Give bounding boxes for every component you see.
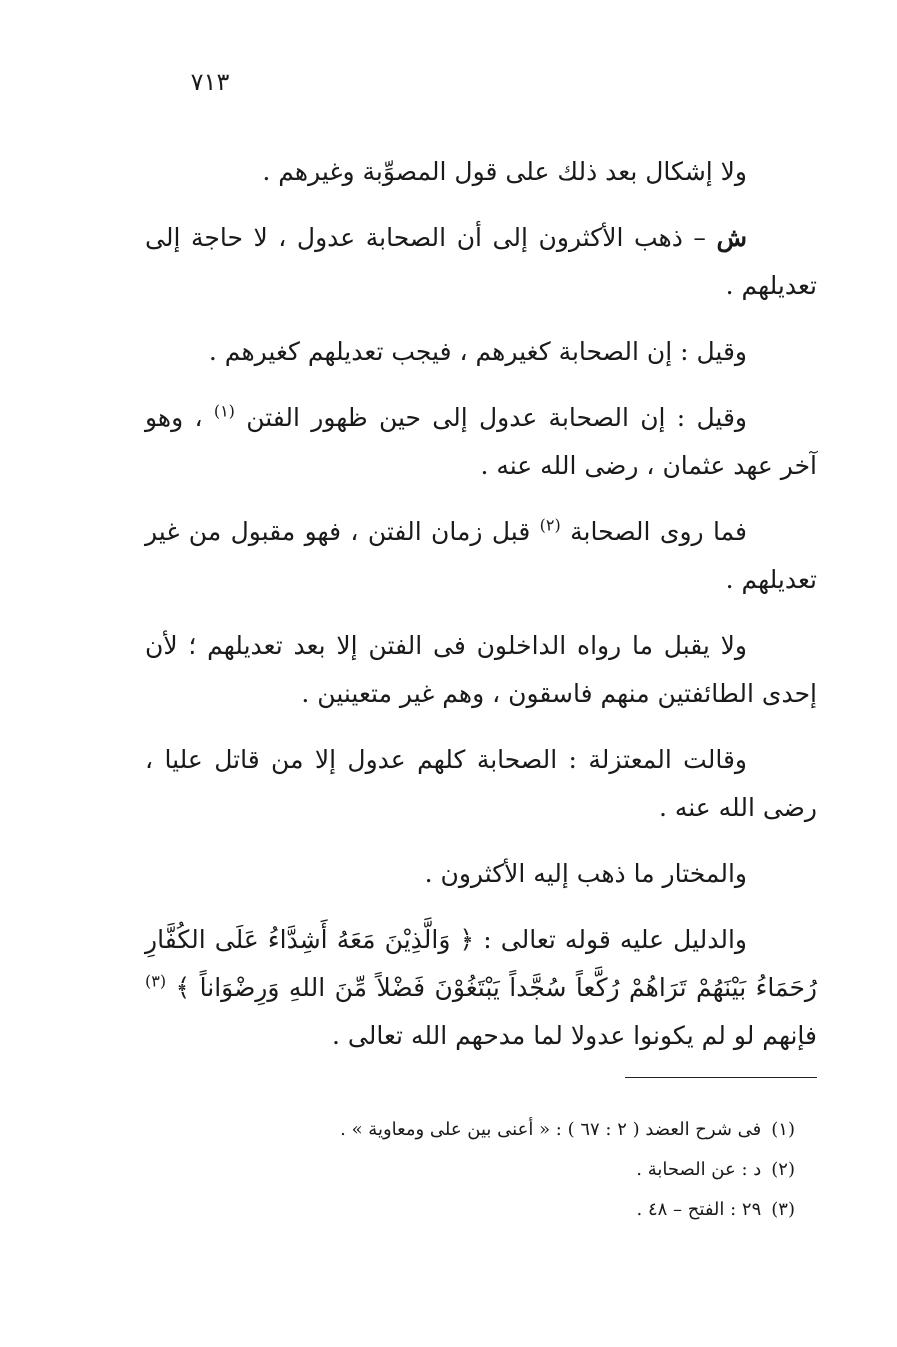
footnote-2 (145, 1150, 795, 1190)
paragraph-5 (145, 508, 817, 604)
footnote-3 (145, 1190, 795, 1230)
paragraph-text: ولا إشكال بعد ذلك على قول المصوِّبة وغيرهم . (262, 157, 747, 186)
main-text (145, 148, 817, 1074)
paragraph-1 (145, 148, 817, 196)
footnote-number: (١) (771, 1119, 795, 1140)
page-number: ٧١٣ (190, 68, 230, 96)
footnote-ref-2: (٢) (539, 515, 561, 535)
footnotes (145, 1110, 795, 1230)
paragraph-text: ولا يقبل ما رواه الداخلون فى الفتن إلا بعد تعديلهم ؛ لأن إحدى الطائفتين منهم فاسقون ، وهم غير متعينين . (145, 631, 817, 708)
footnote-ref-3: (٣) (145, 971, 167, 991)
paragraph-3 (145, 328, 817, 376)
paragraph-text: والدليل عليه قوله تعالى : ﴿ وَالَّذِيْنَ مَعَهُ أَشِدَّاءُ عَلَى الكُفَّارِ رُحَمَاءُ بَيْنَهُمْ تَرَاهُمْ رُكَّعاً سُجَّداً يَبْتَغُوْنَ فَضْلاً مِّنَ اللهِ وَرِضْوَاناً ﴾ (145, 925, 817, 1002)
paragraph-text: ، وهو آخر عهد عثمان ، رضى الله عنه . (145, 403, 817, 480)
commentary-marker: ش (716, 223, 747, 252)
paragraph-text: وقيل : إن الصحابة كغيرهم ، فيجب تعديلهم كغيرهم . (208, 337, 747, 366)
paragraph-text: فما روى الصحابة (560, 517, 747, 546)
paragraph-text: فإنهم لو لم يكونوا عدولا لما مدحهم الله تعالى . (332, 1021, 817, 1050)
paragraph-text: وقيل : إن الصحابة عدول إلى حين ظهور الفتن (234, 403, 747, 432)
paragraph-8 (145, 850, 817, 898)
footnote-text: ٢٩ : الفتح – ٤٨ . (636, 1199, 762, 1220)
paragraph-2 (145, 214, 817, 310)
footnote-1 (145, 1110, 795, 1150)
paragraph-text: – ذهب الأكثرون إلى أن الصحابة عدول ، لا حاجة إلى تعديلهم . (145, 223, 817, 300)
footnote-divider (625, 1077, 817, 1078)
paragraph-6 (145, 622, 817, 718)
paragraph-text: والمختار ما ذهب إليه الأكثرون . (424, 859, 747, 888)
paragraph-7 (145, 736, 817, 832)
paragraph-4 (145, 394, 817, 490)
footnote-number: (٣) (771, 1199, 795, 1220)
paragraph-text: قبل زمان الفتن ، فهو مقبول من غير تعديلهم . (145, 517, 817, 594)
paragraph-text: وقالت المعتزلة : الصحابة كلهم عدول إلا من قاتل عليا ، رضى الله عنه . (145, 745, 817, 822)
paragraph-9 (145, 916, 817, 1060)
footnote-text: فى شرح العضد ( ٢ : ٦٧ ) : « أعنى بين على ومعاوية » . (340, 1119, 762, 1140)
footnote-ref-1: (١) (213, 401, 235, 421)
footnote-text: د : عن الصحابة . (636, 1159, 762, 1180)
footnote-number: (٢) (771, 1159, 795, 1180)
